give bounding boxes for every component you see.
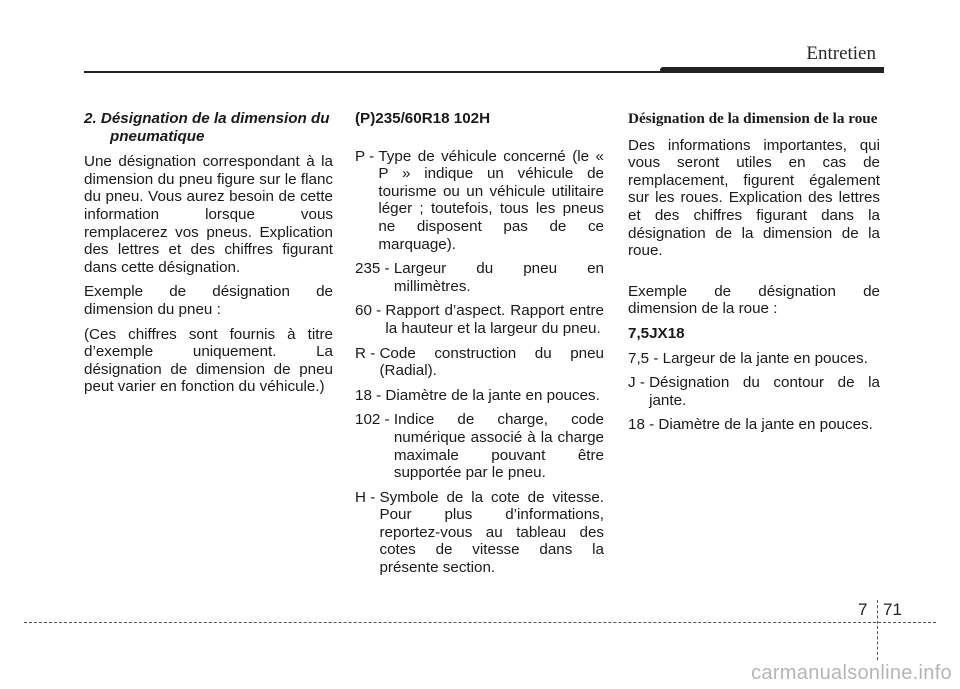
definition-item [355,148,604,254]
definition-text: Type de véhicule concerné (le « P » indique un véhicule de tourisme ou un véhicule utilitaire léger ; toutefois, tous les pneus ne disposent pas de ce marquage). [378,147,604,253]
definition-item [355,302,604,337]
definition-item [355,489,604,577]
definition-term: R - [355,344,380,362]
column-right [628,110,880,441]
definition-text: Largeur de la jante en pouces. [662,349,868,367]
definition-text: Diamètre de la jante en pouces. [658,416,873,434]
definition-item [628,350,880,368]
definition-term: 235 - [355,260,394,278]
footer-rule [24,622,936,623]
definition-term: P - [355,147,379,165]
definition-item [628,374,880,409]
definition-text: Rapport d’aspect. Rapport entre la hauteur et la largeur du pneu. [385,302,604,337]
definition-item [355,387,604,405]
definition-term: J - [628,374,650,392]
definition-term: H - [355,488,380,506]
paragraph: Exemple de désignation de dimension de la roue : [628,282,880,318]
paragraph: Exemple de désignation de dimension du pneu : [84,283,333,318]
subsection-heading: Désignation de la dimension de la roue [628,110,878,127]
definition-term: 102 - [355,411,394,429]
definition-text: Indice de charge, code numérique associé à la charge maximale pouvant être supportée par le pneu. [393,411,604,482]
section-title: Entretien [806,43,876,64]
page-number: 71 [883,600,902,619]
footer-divider [877,600,878,660]
definition-item [355,260,604,295]
chapter-number: 7 [858,600,868,619]
subsection-heading: 2. Désignation de la dimension du pneumatique [84,110,330,145]
definition-term: 18 - [355,386,386,404]
column-middle [355,110,604,584]
watermark-link[interactable]: carmanualsonline.info [751,662,952,684]
definition-text: Symbole de la cote de vitesse. Pour plus d’informations, reportez-vous au tableau des cotes de vitesse dans la présente section. [379,488,604,577]
definition-item [355,411,604,481]
definition-item [355,345,604,380]
paragraph: Une désignation correspondant à la dimension du pneu figure sur le flanc du pneu. Vous aurez besoin de cette information lorsque vous remplacerez vos pneus. Explication des lettres et des chiffres figurant dans cette désignation. [84,153,333,276]
definition-text: Désignation du contour de la jante. [649,374,880,409]
paragraph: Des informations importantes, qui vous seront utiles en cas de remplacement, figurent également sur les roues. Explication des lettres et des chiffres figurant dans la désignation de la dimension de la roue. [628,136,880,260]
definition-text: Largeur du pneu en millimètres. [393,260,604,295]
definition-term: 7,5 - [628,349,663,367]
header-rule-accent [660,67,884,73]
paragraph: (Ces chiffres sont fournis à titre d’exemple uniquement. La désignation de dimension de pneu peut varier en fonction du véhicule.) [84,325,333,396]
wheel-size-code: 7,5JX18 [628,324,685,342]
definition-text: Code construction du pneu (Radial). [379,344,604,380]
definition-item [628,416,880,434]
tire-size-code: (P)235/60R18 102H [355,110,491,127]
definition-term: 60 - [355,302,386,320]
definition-term: 18 - [628,416,659,434]
definition-text: Diamètre de la jante en pouces. [385,386,600,404]
column-left [84,110,333,403]
